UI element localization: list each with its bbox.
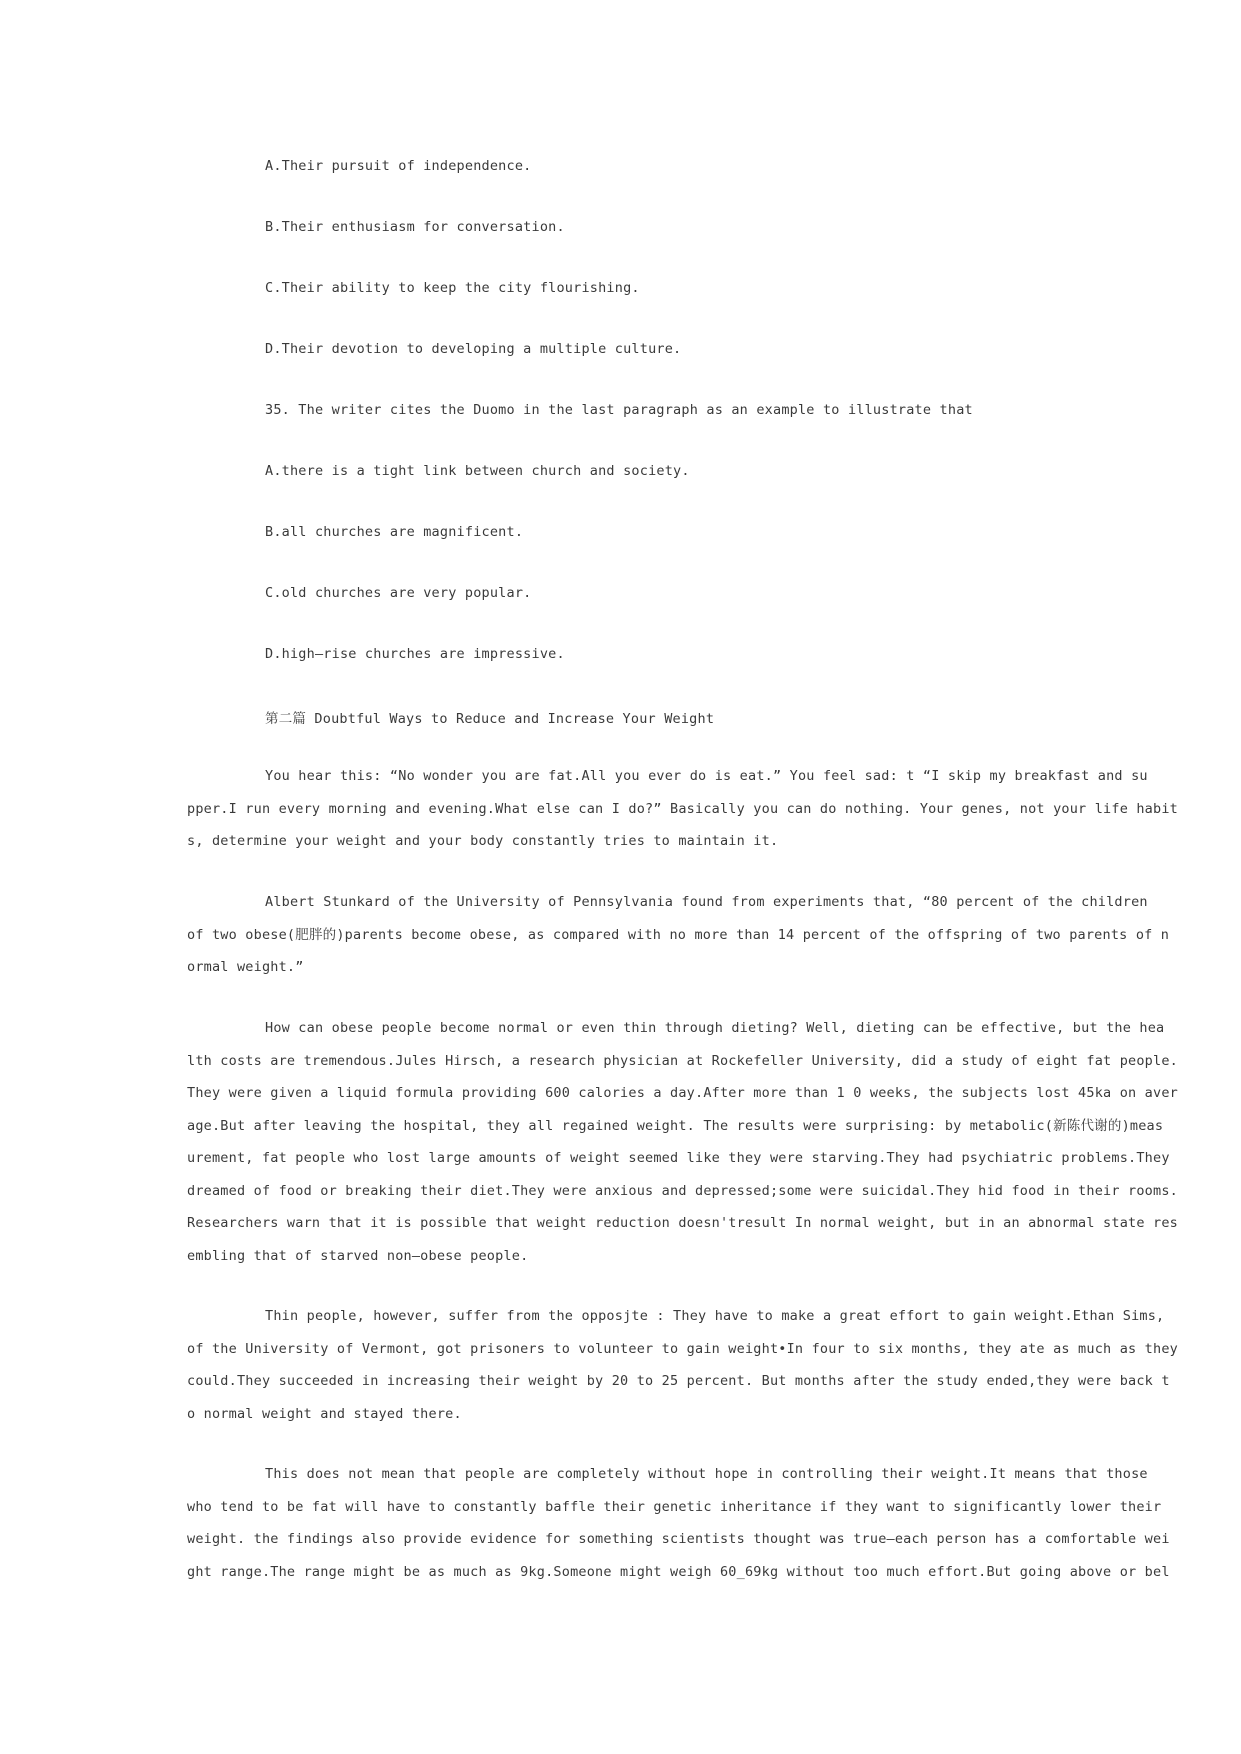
q34-option-c: C.Their ability to keep the city flourishing. bbox=[265, 280, 640, 296]
section-title: 第二篇 Doubtful Ways to Reduce and Increase Your Weight bbox=[265, 711, 715, 727]
paragraph-line: How can obese people become normal or even thin through dieting? Well, dieting can be effective, but the hea bbox=[265, 1020, 1165, 1036]
paragraph-line: weight. the findings also provide evidence for something scientists thought was true—each person has a comfortable wei bbox=[187, 1531, 1170, 1547]
q34-option-b: B.Their enthusiasm for conversation. bbox=[265, 219, 565, 235]
paragraph-line: Thin people, however, suffer from the opposjte : They have to make a great effort to gain weight.Ethan Sims, bbox=[265, 1308, 1165, 1324]
paragraph-line: pper.I run every morning and evening.What else can I do?” Basically you can do nothing. Your genes, not your life habit bbox=[187, 800, 1178, 817]
paragraph-line: You hear this: “No wonder you are fat.All you ever do is eat.” You feel sad: t “I skip my breakfast and su bbox=[265, 768, 1148, 784]
paragraph-3 bbox=[187, 1012, 1178, 1272]
paragraph-1 bbox=[187, 760, 1178, 858]
paragraph-line: of two obese(肥胖的)parents become obese, as compared with no more than 14 percent of the offspring of two parents of n bbox=[187, 926, 1170, 943]
paragraph-line: dreamed of food or breaking their diet.They were anxious and depressed;some were suicidal.They hid food in their rooms. bbox=[187, 1182, 1178, 1199]
paragraph-2 bbox=[187, 886, 1170, 984]
paragraph-line: This does not mean that people are completely without hope in controlling their weight.It means that those bbox=[265, 1466, 1148, 1482]
q35-option-b: B.all churches are magnificent. bbox=[265, 524, 524, 540]
paragraph-line: ght range.The range might be as much as 9kg.Someone might weigh 60_69kg without too much effort.But going above or bel bbox=[187, 1563, 1170, 1580]
paragraph-line: embling that of starved non—obese people. bbox=[187, 1247, 529, 1264]
q35-option-c: C.old churches are very popular. bbox=[265, 585, 532, 601]
paragraph-line: Albert Stunkard of the University of Pennsylvania found from experiments that, “80 percent of the children bbox=[265, 894, 1148, 910]
paragraph-line: ormal weight.” bbox=[187, 959, 304, 975]
q35-option-d: D.high—rise churches are impressive. bbox=[265, 646, 565, 662]
paragraph-line: urement, fat people who lost large amounts of weight seemed like they were starving.They had psychiatric problems.They bbox=[187, 1150, 1170, 1166]
paragraph-line: age.But after leaving the hospital, they all regained weight. The results were surprising: by metabolic(新陈代谢的)meas bbox=[187, 1117, 1164, 1134]
paragraph-line: Researchers warn that it is possible that weight reduction doesn'tresult In normal weight, but in an abnormal state res bbox=[187, 1215, 1178, 1231]
paragraph-5 bbox=[187, 1458, 1170, 1588]
paragraph-line: s, determine your weight and your body constantly tries to maintain it. bbox=[187, 833, 779, 849]
paragraph-line: lth costs are tremendous.Jules Hirsch, a research physician at Rockefeller University, did a study of eight fat people. bbox=[187, 1052, 1178, 1069]
paragraph-line: of the University of Vermont, got prisoners to volunteer to gain weight•In four to six months, they ate as much as they bbox=[187, 1340, 1178, 1357]
paragraph-line: They were given a liquid formula providing 600 calories a day.After more than 1 0 weeks, the subjects lost 45ka on aver bbox=[187, 1085, 1178, 1101]
paragraph-line: could.They succeeded in increasing their weight by 20 to 25 percent. But months after the study ended,they were back t bbox=[187, 1373, 1170, 1389]
paragraph-line: who tend to be fat will have to constantly baffle their genetic inheritance if they want to significantly lower their bbox=[187, 1498, 1162, 1515]
q34-option-a: A.Their pursuit of independence. bbox=[265, 158, 532, 174]
paragraph-line: o normal weight and stayed there. bbox=[187, 1405, 462, 1422]
paragraph-4 bbox=[187, 1300, 1178, 1430]
q35-question: 35. The writer cites the Duomo in the last paragraph as an example to illustrate that bbox=[265, 402, 973, 418]
q34-option-d: D.Their devotion to developing a multiple culture. bbox=[265, 341, 682, 357]
q35-option-a: A.there is a tight link between church and society. bbox=[265, 463, 690, 479]
